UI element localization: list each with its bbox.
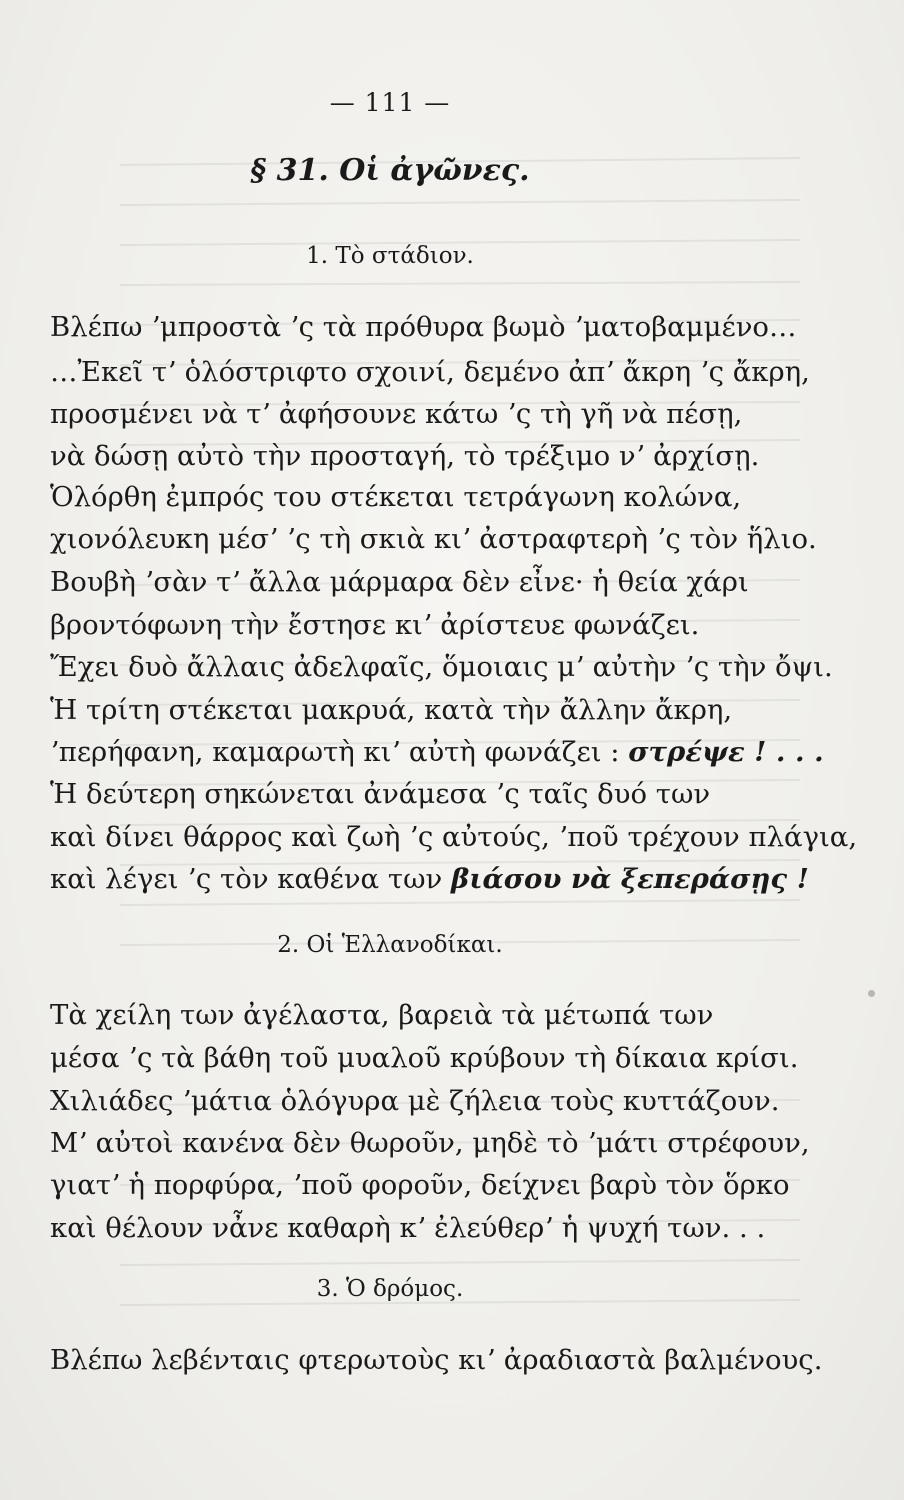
verse-line: μέσα ʼς τὰ βάθη τοῦ μυαλοῦ κρύβουν τὴ δίκαια κρίσι. <box>50 1042 799 1074</box>
verse-line: Βλέπω λεβένταις φτερωτοὺς κιʼ ἀραδιαστὰ βαλμένους. <box>50 1344 823 1376</box>
ink-speck <box>868 990 875 997</box>
verse-line: νὰ δώσῃ αὐτὸ τὴν προσταγή, τὸ τρέξιμο νʼ ἀρχίσῃ. <box>50 440 760 472</box>
section-title: § 31. Οἱ ἀγῶνες. <box>250 153 530 188</box>
verse-text: ʼπερήφανη, καμαρωτὴ κιʼ αὐτὴ φωνάζει : <box>50 736 620 768</box>
verse-line: γιατʼ ἡ πορφύρα, ʼποῦ φοροῦν, δείχνει βαρὺ τὸν ὅρκο <box>50 1169 790 1201</box>
verse-line: Βλέπω ʼμπροστὰ ʼς τὰ πρόθυρα βωμὸ ʼματοβαμμένο… <box>50 311 797 343</box>
page-number: — 111 — <box>329 88 451 117</box>
verse-text: καὶ λέγει ʼς τὸν καθένα των <box>50 863 443 895</box>
emphasized-phrase: βιάσου νὰ ξεπεράσῃς ! <box>450 863 809 895</box>
verse-line <box>50 736 824 768</box>
verse-line: Μʼ αὐτοὶ κανένα δὲν θωροῦν, μηδὲ τὸ ʼμάτι στρέφουν, <box>50 1127 810 1159</box>
verse-line: βροντόφωνη τὴν ἔστησε κιʼ ἀρίστευε φωνάζει. <box>50 609 700 641</box>
verse-line: χιονόλευκη μέσʼ ʼς τὴ σκιὰ κιʼ ἀστραφτερὴ ʼς τὸν ἥλιο. <box>50 523 817 555</box>
verse-line: Ὁλόρθη ἐμπρός του στέκεται τετράγωνη κολώνα, <box>50 481 742 513</box>
verse-line: Βουβὴ ʼσὰν τʼ ἄλλα μάρμαρα δὲν εἶνε· ἡ θεία χάρι <box>50 566 749 598</box>
subheading-hellanodikai: 2. Οἱ Ἑλλανοδίκαι. <box>277 932 503 958</box>
verse-line: Τὰ χείλη των ἀγέλαστα, βαρειὰ τὰ μέτωπά των <box>50 999 714 1031</box>
verse-line: καὶ θέλουν νἆνε καθαρὴ κʼ ἐλεύθερʼ ἡ ψυχή των. . . <box>50 1212 766 1244</box>
verse-line: …Ἐκεῖ τʼ ὁλόστριφτο σχοινί, δεμένο ἀπʼ ἄκρη ʼς ἄκρη, <box>50 356 810 388</box>
verse-line: Ἡ δεύτερη σηκώνεται ἀνάμεσα ʼς ταῖς δυό των <box>50 778 711 810</box>
verse-line: προσμένει νὰ τʼ ἀφήσουνε κάτω ʼς τὴ γῆ νὰ πέσῃ, <box>50 398 743 430</box>
verse-line: καὶ δίνει θάρρος καὶ ζωὴ ʼς αὐτούς, ʼποῦ τρέχουν πλάγια, <box>50 821 858 853</box>
subheading-stadion: 1. Τὸ στάδιον. <box>306 243 474 269</box>
verse-line: Ἔχει δυὸ ἄλλαις ἀδελφαῖς, ὅμοιαις μʼ αὐτὴν ʼς τὴν ὄψι. <box>50 651 833 683</box>
verse-line <box>50 863 809 895</box>
subheading-dromos: 3. Ὁ δρόμος. <box>316 1276 464 1302</box>
verse-line: Χιλιάδες ʼμάτια ὁλόγυρα μὲ ζήλεια τοὺς κυττάζουν. <box>50 1085 780 1117</box>
verse-line: Ἡ τρίτη στέκεται μακρυά, κατὰ τὴν ἄλλην ἄκρη, <box>50 694 733 726</box>
emphasized-phrase: στρέψε ! . . . <box>628 736 824 768</box>
